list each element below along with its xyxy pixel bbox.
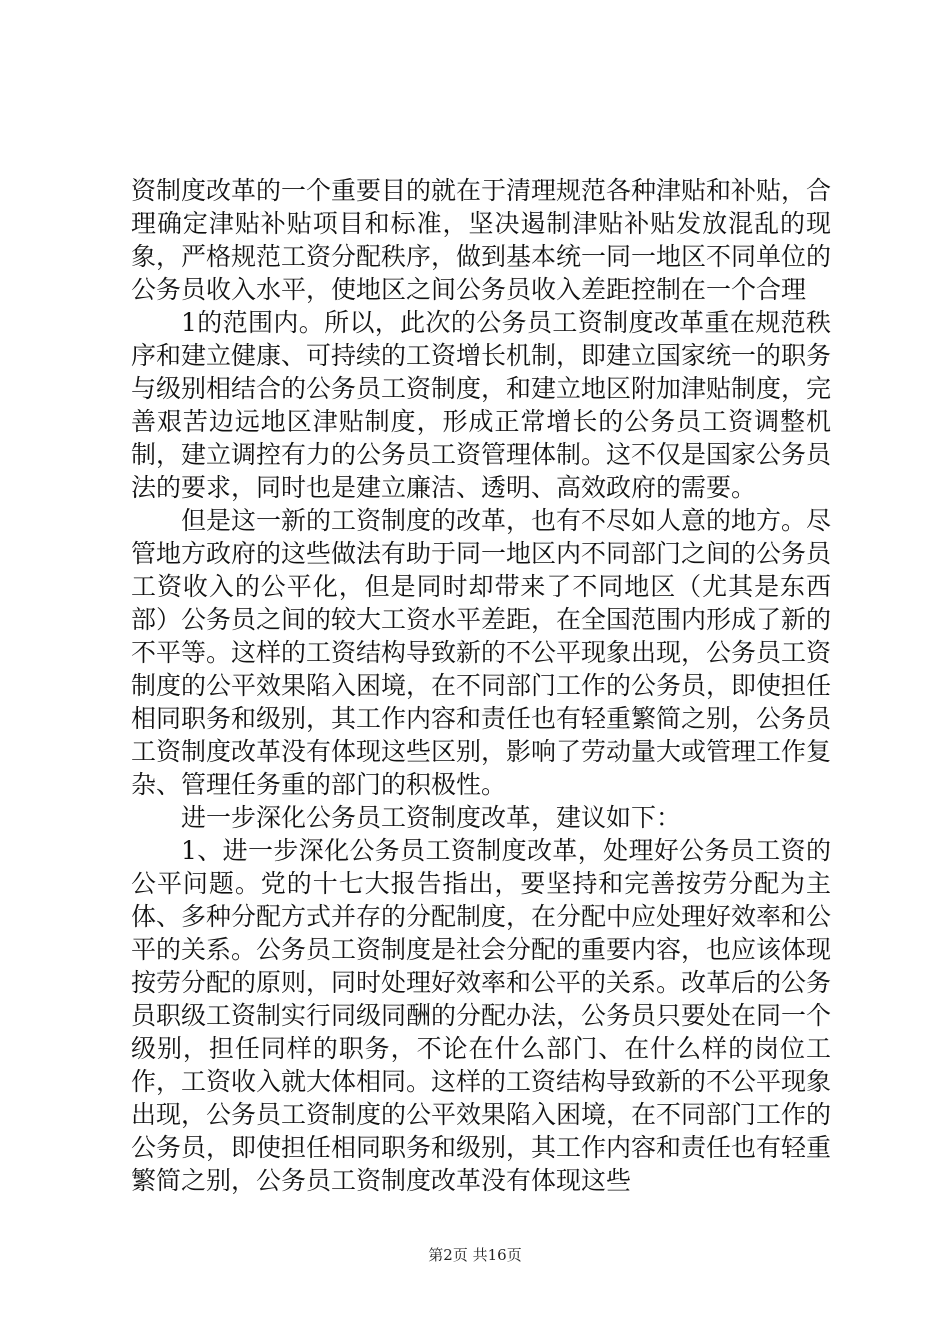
paragraph-shortcomings: 但是这一新的工资制度的改革，也有不尽如人意的地方。尽管地方政府的这些做法有助于同一地区内不同部门之间的公务员工资收入的公平化，但是同时却带来了不同地区（尤其是东西部）公务员之间的较大工资水平差距，在全国范围内形成了新的不平等。这样的工资结构导致新的不公平现象出现，公务员工资制度的公平效果陷入困境，在不同部门工作的公务员，即使担任相同职务和级别，其工作内容和责任也有轻重繁简之别，公务员工资制度改革没有体现这些区别，影响了劳动量大或管理工作复杂、管理任务重的部门的积极性。 — [131, 506, 832, 799]
paragraph-suggestions-intro: 进一步深化公务员工资制度改革，建议如下： — [181, 803, 682, 832]
paragraph-scope: 1的范围内。所以，此次的公务员工资制度改革重在规范秩序和建立健康、可持续的工资增长机制，即建立国家统一的职务与级别相结合的公务员工资制度，和建立地区附加津贴制度，完善艰苦边远地区津贴制度，形成正常增长的公务员工资调整机制，建立调控有力的公务员工资管理体制。这不仅是国家公务员法的要求，同时也是建立廉洁、透明、高效政府的需要。 — [131, 308, 832, 502]
paragraph-continuation: 资制度改革的一个重要目的就在于清理规范各种津贴和补贴，合理确定津贴补贴项目和标准，坚决遏制津贴补贴发放混乱的现象，严格规范工资分配秩序，做到基本统一同一地区不同单位的公务员收入水平，使地区之间公务员收入差距控制在一个合理 — [131, 176, 832, 304]
page-number-footer: 第2页 共16页 — [428, 1246, 522, 1264]
paragraph-suggestion-1: 1、进一步深化公务员工资制度改革，处理好公务员工资的公平问题。党的十七大报告指出，要坚持和完善按劳分配为主体、多种分配方式并存的分配制度，在分配中应处理好效率和公平的关系。公务员工资制度是社会分配的重要内容，也应该体现按劳分配的原则，同时处理好效率和公平的关系。改革后的公务员职级工资制实行同级同酬的分配办法，公务员只要处在同一个级别，担任同样的职务，不论在什么部门、在什么样的岗位工作，工资收入就大体相同。这样的工资结构导致新的不公平现象出现，公务员工资制度的公平效果陷入困境，在不同部门工作的公务员，即使担任相同职务和级别，其工作内容和责任也有轻重繁简之别，公务员工资制度改革没有体现这些 — [131, 836, 832, 1195]
document-body — [131, 174, 831, 1197]
